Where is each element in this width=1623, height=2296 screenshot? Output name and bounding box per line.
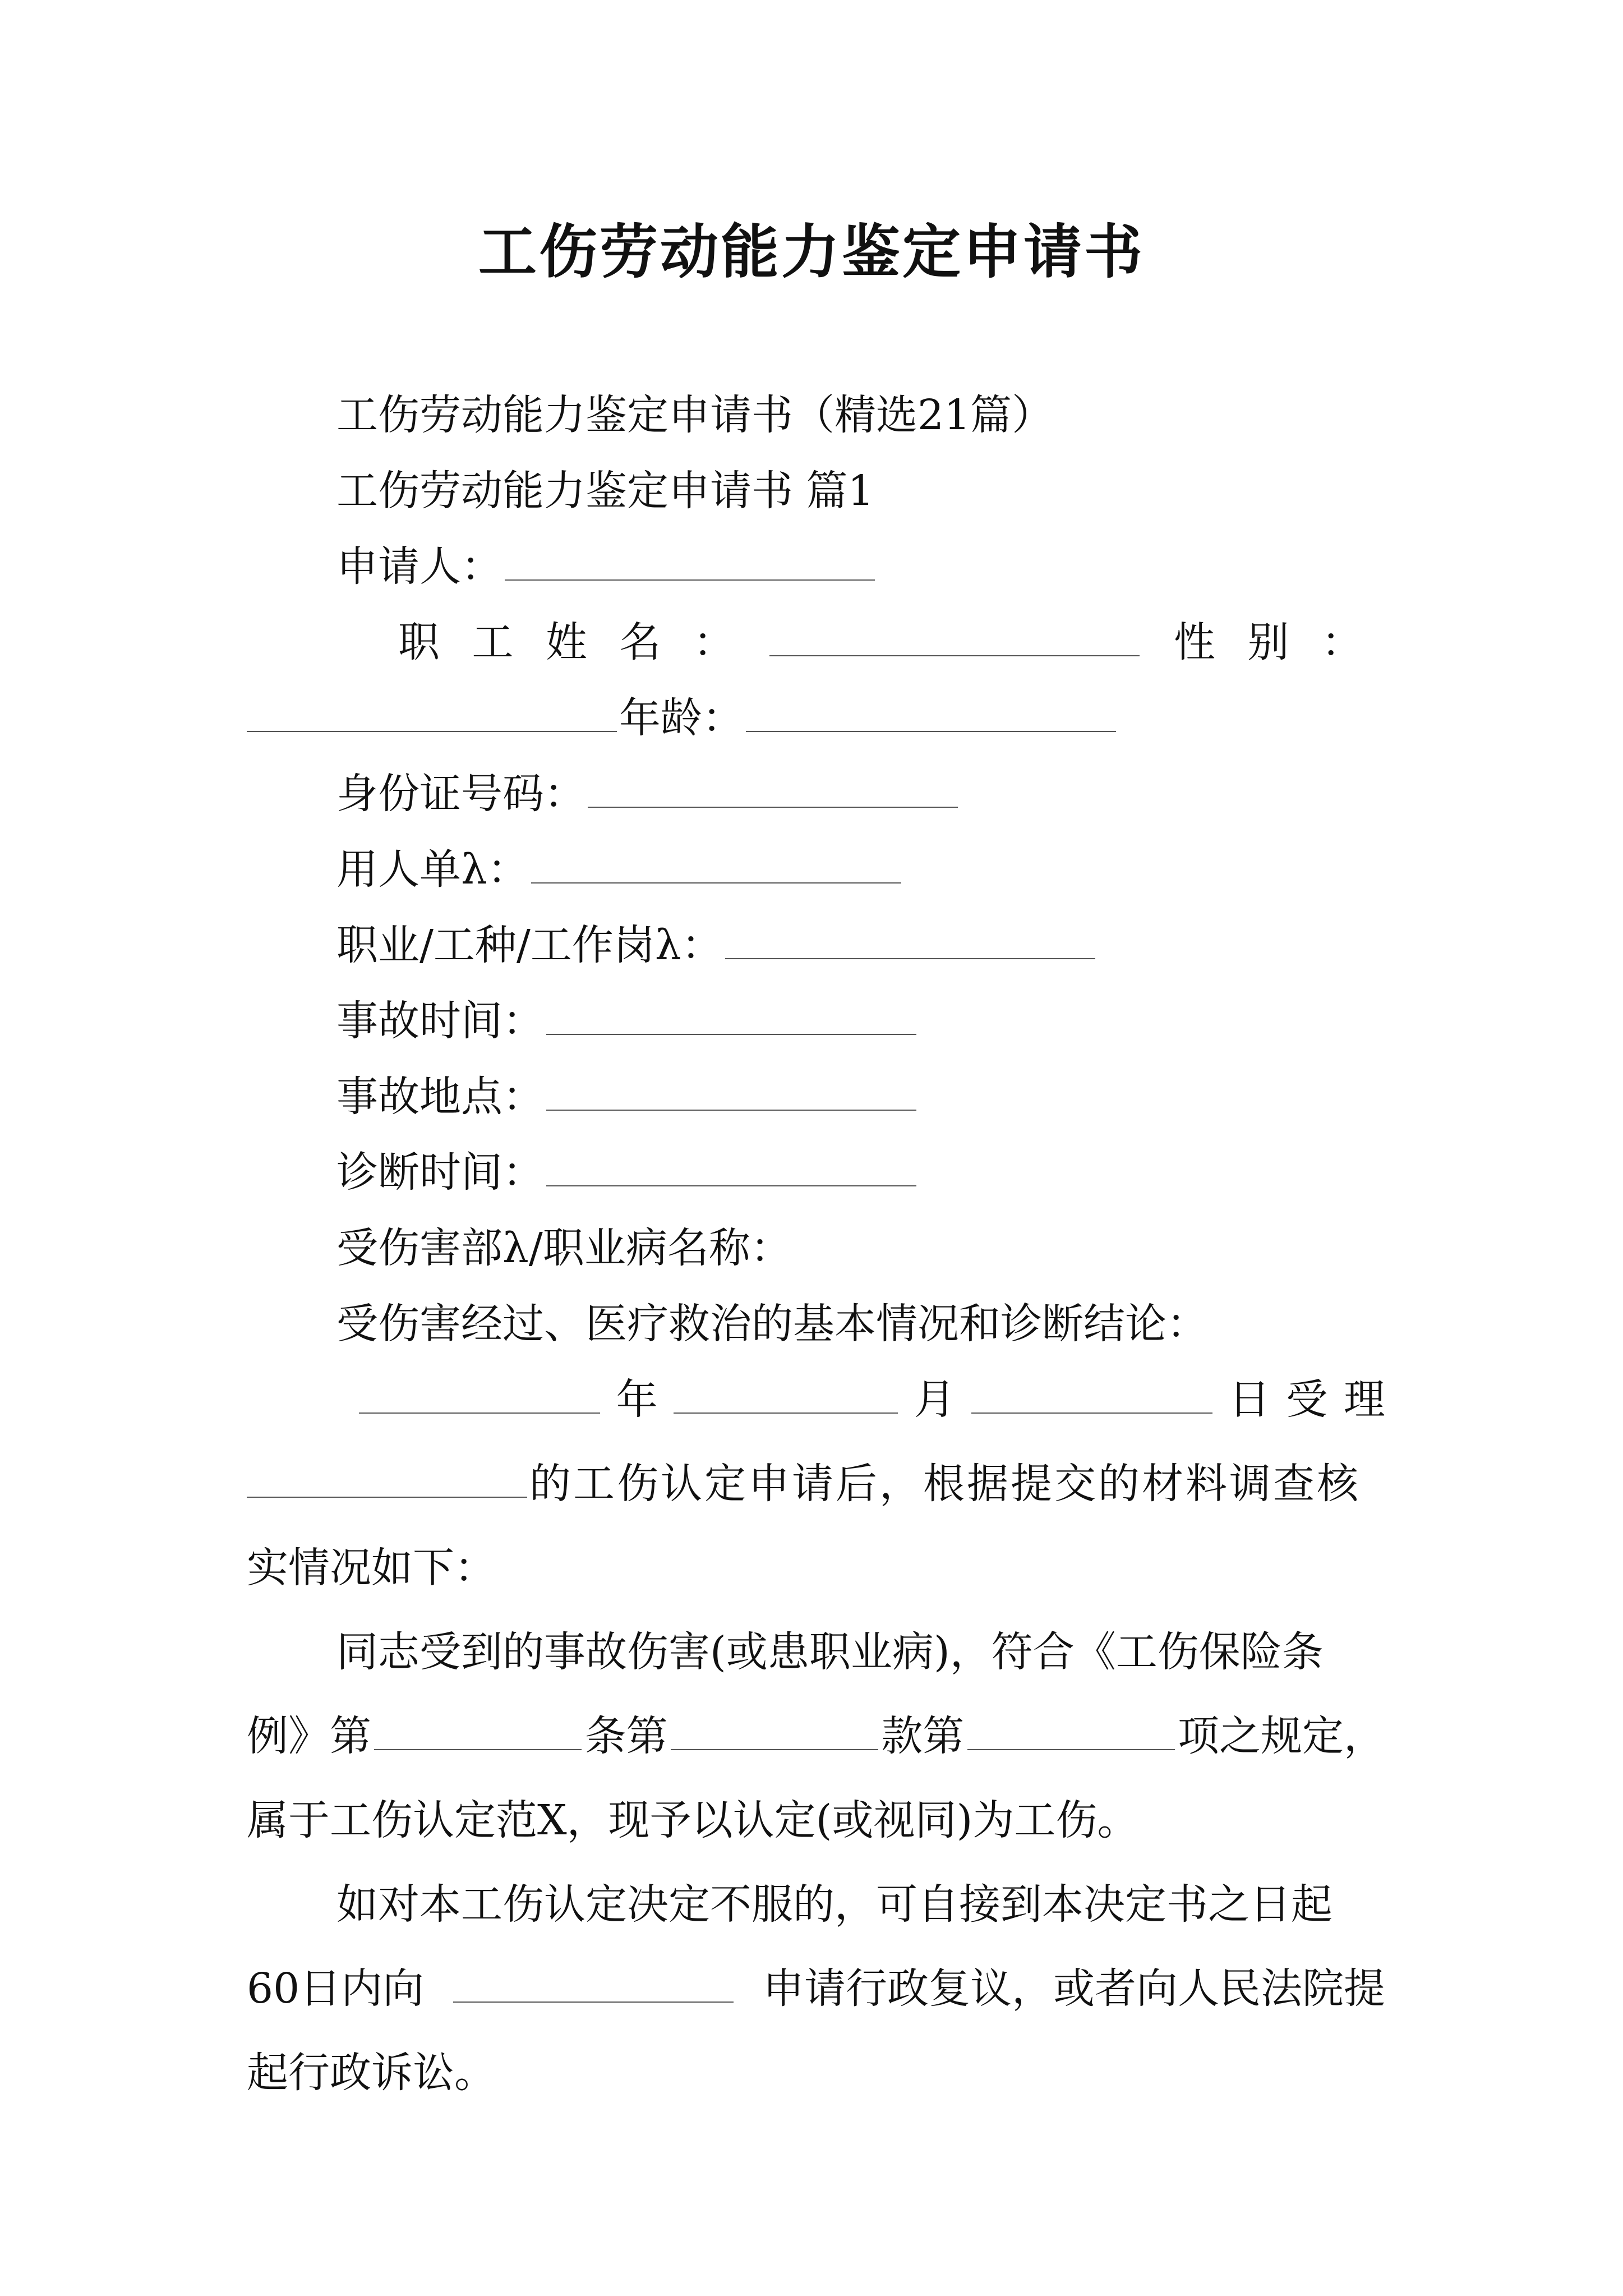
accident-time-row xyxy=(336,993,919,1049)
name-char: 职 xyxy=(398,618,440,666)
document-title: 工伤劳动能力鉴定申请书 xyxy=(478,217,1145,286)
finding-line-3: 属于工伤认定范X，现予以认定(或视同)为工伤。 xyxy=(247,1796,1139,1844)
acceptance-unit-blank[interactable] xyxy=(247,1496,527,1498)
appeal-line-3: 起行政诉讼。 xyxy=(247,2049,496,2097)
acceptance-line-2-text: 的工伤认定申请后，根据提交的材料调查核 xyxy=(529,1460,1361,1508)
accident-place-label: 事故地点： xyxy=(336,1073,544,1121)
acceptance-day-char: 理 xyxy=(1343,1375,1385,1424)
finding-article-label: 例》第 xyxy=(247,1712,371,1760)
id-number-label: 身份证号码： xyxy=(336,770,585,818)
accident-place-row xyxy=(336,1069,919,1125)
acceptance-month-label: 月 xyxy=(914,1375,956,1424)
document-subtitle: 工伤劳动能力鉴定申请书（精选21篇） xyxy=(336,391,1054,439)
gender-char: 性 xyxy=(1174,618,1215,666)
name-gender-row xyxy=(398,614,1363,670)
acceptance-line-2 xyxy=(247,1456,1361,1512)
appeal-line-1: 如对本工伤认定决定不服的，可自接到本决定书之日起 xyxy=(336,1880,1332,1929)
name-char: 工 xyxy=(472,618,514,666)
accident-place-blank[interactable] xyxy=(546,1109,916,1111)
finding-line-2 xyxy=(247,1708,1385,1764)
employer-label: 用人单λ： xyxy=(336,845,529,894)
id-number-row xyxy=(336,766,960,822)
applicant-row xyxy=(336,539,877,595)
accident-time-blank[interactable] xyxy=(546,1033,916,1035)
acceptance-day-char: 日 xyxy=(1228,1375,1270,1424)
finding-article-blank[interactable] xyxy=(374,1749,582,1750)
name-char: ： xyxy=(693,618,735,666)
gender-char: ： xyxy=(1321,618,1363,666)
section-heading: 工伤劳动能力鉴定申请书 篇1 xyxy=(336,467,874,515)
appeal-line-2 xyxy=(247,1961,1385,2017)
accident-time-label: 事故时间： xyxy=(336,997,544,1045)
applicant-label: 申请人： xyxy=(336,542,502,591)
employer-row xyxy=(336,841,903,898)
employer-blank[interactable] xyxy=(531,882,901,884)
diagnosis-time-row xyxy=(336,1144,919,1200)
finding-item-blank[interactable] xyxy=(967,1749,1175,1750)
finding-clause-label: 条第 xyxy=(584,1712,668,1760)
appeal-authority-blank[interactable] xyxy=(453,2001,734,2003)
occupation-blank[interactable] xyxy=(725,958,1095,959)
id-number-blank[interactable] xyxy=(588,806,958,808)
acceptance-date-row xyxy=(359,1372,1385,1428)
gender-blank[interactable] xyxy=(247,730,617,732)
appeal-review-text: 申请行政复议，或者向人民法院提 xyxy=(762,1964,1385,2013)
occupation-label: 职业/工种/工作岗λ： xyxy=(336,921,723,969)
injury-part-row: 受伤害部λ/职业病名称： xyxy=(336,1224,792,1272)
name-blank[interactable] xyxy=(769,655,1140,656)
appeal-days-label: 60日内向 xyxy=(247,1964,425,2013)
applicant-blank[interactable] xyxy=(505,579,875,581)
acceptance-year-blank[interactable] xyxy=(359,1412,600,1414)
occupation-row xyxy=(336,917,1098,973)
finding-line-1: 同志受到的事故伤害(或患职业病)，符合《工伤保险条 xyxy=(336,1628,1324,1676)
injury-process-row: 受伤害经过、医疗救治的基本情况和诊断结论： xyxy=(336,1300,1208,1348)
acceptance-day-char: 受 xyxy=(1286,1375,1328,1424)
acceptance-month-blank[interactable] xyxy=(674,1412,898,1414)
name-char: 名 xyxy=(619,618,661,666)
finding-item-label: 款第 xyxy=(881,1712,965,1760)
age-row xyxy=(247,690,1118,746)
acceptance-line-3: 实情况如下： xyxy=(247,1544,496,1592)
finding-provision-label: 项之规定， xyxy=(1177,1712,1385,1760)
acceptance-day-blank[interactable] xyxy=(971,1412,1212,1414)
diagnosis-time-blank[interactable] xyxy=(546,1185,916,1186)
name-char: 姓 xyxy=(546,618,587,666)
acceptance-year-label: 年 xyxy=(616,1375,658,1424)
age-blank[interactable] xyxy=(746,730,1116,732)
gender-char: 别 xyxy=(1247,618,1289,666)
diagnosis-time-label: 诊断时间： xyxy=(336,1148,544,1197)
finding-clause-blank[interactable] xyxy=(671,1749,878,1750)
age-label: 年龄： xyxy=(619,694,744,742)
